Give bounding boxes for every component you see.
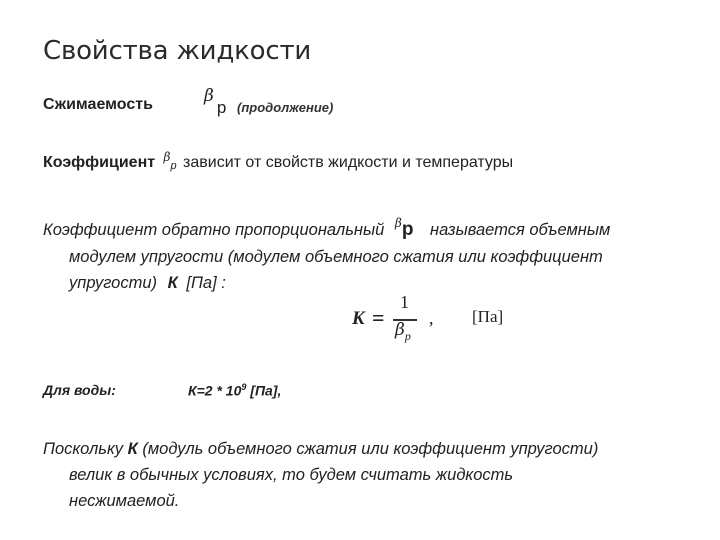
formula-comma: , (429, 308, 434, 328)
formula-unit: [Па] (472, 307, 504, 326)
beta-subscript: p (401, 219, 414, 240)
k-symbol: К (167, 274, 178, 292)
coefficient-line (43, 150, 514, 172)
compressibility-heading (43, 94, 153, 114)
beta-subscript: p (216, 98, 227, 117)
conclusion-text: Поскольку (43, 440, 124, 458)
modulus-text: упругости) (69, 274, 158, 292)
unit-text: [Па] : (186, 274, 226, 292)
conclusion-line-1 (43, 436, 598, 462)
beta-subscript: p (404, 329, 411, 343)
compressibility-symbol (204, 86, 228, 117)
water-unit: [Па], (246, 382, 282, 399)
conclusion-line-2: велик в обычных условиях, то будем считать жидкость (69, 466, 514, 484)
modulus-text: Коэффициент обратно пропорциональный (43, 221, 385, 239)
water-value-text: К=2 * 10 (188, 382, 242, 399)
modulus-line-3 (43, 270, 610, 296)
coefficient-label: Коэффициент (43, 154, 156, 171)
modulus-line-1 (43, 217, 610, 244)
beta-symbol: β (163, 150, 171, 164)
modulus-formula (352, 292, 522, 348)
water-value (188, 382, 281, 399)
beta-p-symbol (394, 216, 418, 240)
k-symbol: К (127, 440, 138, 458)
beta-symbol: β (395, 320, 405, 340)
modulus-text: называется объемным (430, 221, 611, 239)
water-label: Для воды: (43, 382, 116, 398)
continuation-note: (продолжение) (237, 100, 334, 115)
formula-equals: = (372, 305, 385, 330)
formula-denominator (395, 320, 411, 343)
beta-symbol: β (204, 86, 214, 106)
formula-numerator: 1 (400, 292, 409, 312)
modulus-line-2: модулем упругости (модулем объемного сжатия или коэффициент (69, 248, 603, 266)
conclusion-line-3: несжимаемой. (69, 492, 180, 510)
coefficient-text: зависит от свойств жидкости и температуры (183, 154, 514, 171)
conclusion-text: (модуль объемного сжатия или коэффициент упругости) (142, 440, 599, 458)
conclusion-paragraph (43, 436, 598, 514)
beta-subscript: p (170, 160, 177, 172)
modulus-paragraph (43, 217, 610, 296)
beta-symbol: β (394, 216, 402, 230)
compressibility-label: Сжимаемость (43, 96, 153, 113)
formula-lhs: K (352, 308, 365, 329)
page-title: Свойства жидкости (43, 36, 312, 66)
water-exponent: 9 (241, 382, 247, 392)
coef-beta-group (163, 148, 182, 172)
